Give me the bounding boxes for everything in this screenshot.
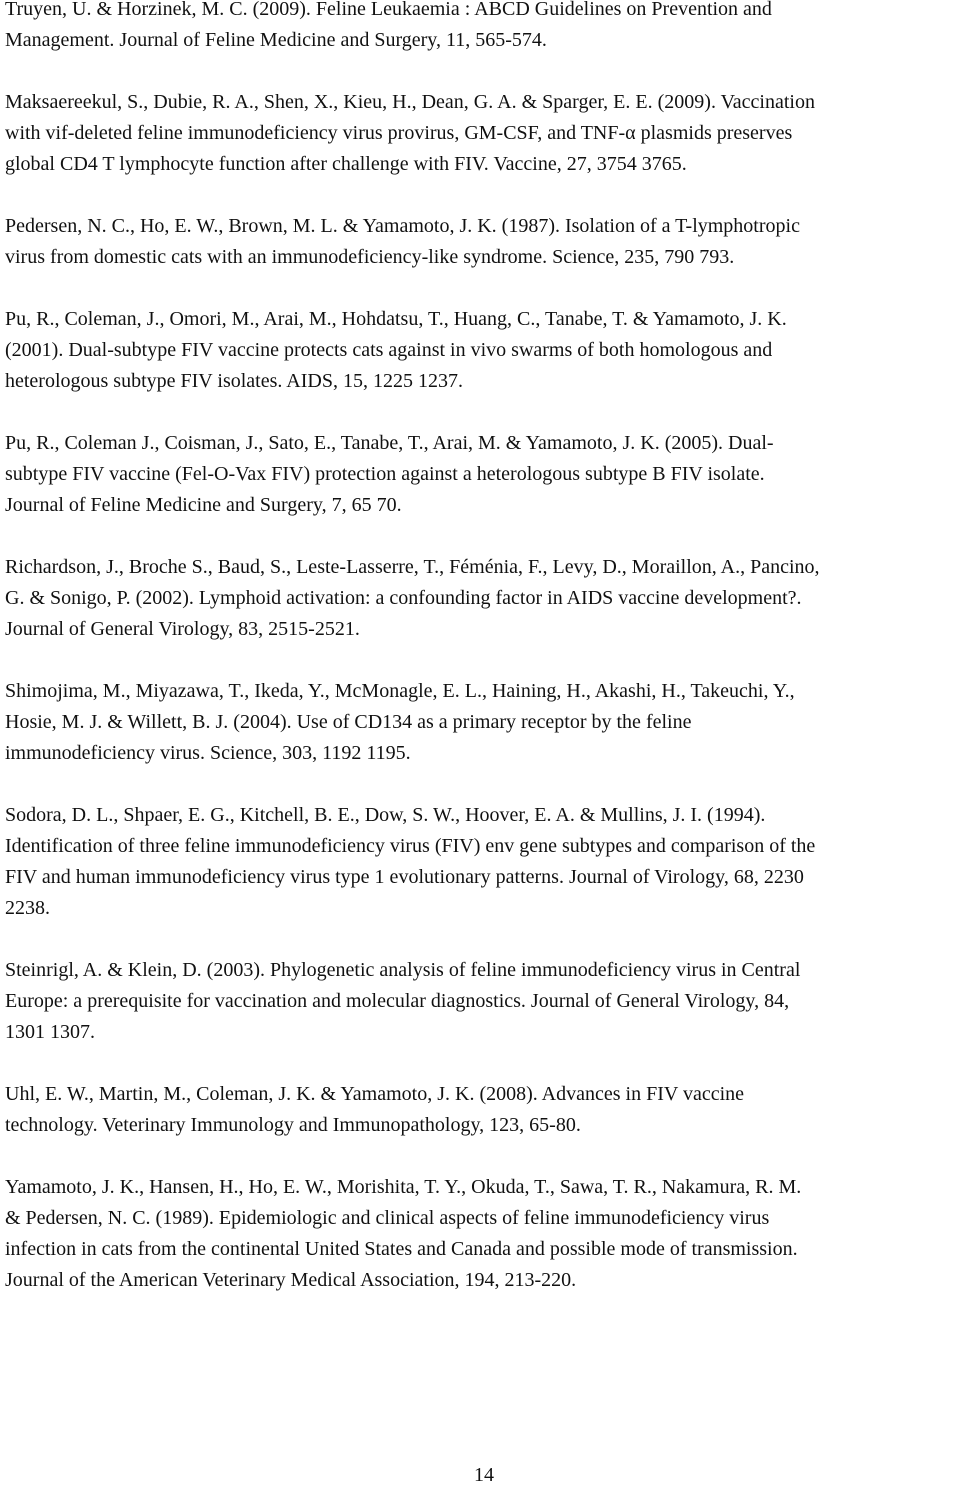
reference-entry xyxy=(5,1079,950,1141)
reference-line: subtype FIV vaccine (Fel-O-Vax FIV) protection against a heterologous subtype B FIV isolate. xyxy=(5,463,765,485)
reference-line: Sodora, D. L., Shpaer, E. G., Kitchell, B. E., Dow, S. W., Hoover, E. A. & Mullins, J. I. (1994). xyxy=(5,804,766,826)
reference-line: immunodeficiency virus. Science, 303, 1192 1195. xyxy=(5,742,411,764)
reference-line: Journal of General Virology, 83, 2515-2521. xyxy=(5,618,360,640)
reference-entry xyxy=(5,552,950,645)
reference-list xyxy=(5,0,950,1327)
reference-line: with vif-deleted feline immunodeficiency virus provirus, GM-CSF, and TNF-α plasmids preserves xyxy=(5,122,793,144)
reference-line: Pu, R., Coleman J., Coisman, J., Sato, E., Tanabe, T., Arai, M. & Yamamoto, J. K. (2005). Dual- xyxy=(5,432,774,454)
reference-line: global CD4 T lymphocyte function after challenge with FIV. Vaccine, 27, 3754 3765. xyxy=(5,153,687,175)
reference-line: Steinrigl, A. & Klein, D. (2003). Phylogenetic analysis of feline immunodeficiency virus in Central xyxy=(5,959,801,981)
reference-line: technology. Veterinary Immunology and Immunopathology, 123, 65-80. xyxy=(5,1114,581,1136)
reference-entry xyxy=(5,800,950,924)
reference-line: Pedersen, N. C., Ho, E. W., Brown, M. L. & Yamamoto, J. K. (1987). Isolation of a T-lymphotropic xyxy=(5,215,800,237)
reference-line: infection in cats from the continental United States and Canada and possible mode of transmission. xyxy=(5,1238,798,1260)
reference-entry xyxy=(5,0,950,56)
reference-line: 2238. xyxy=(5,897,50,919)
page-number: 14 xyxy=(474,1464,494,1486)
reference-line: Hosie, M. J. & Willett, B. J. (2004). Use of CD134 as a primary receptor by the feline xyxy=(5,711,692,733)
reference-line: & Pedersen, N. C. (1989). Epidemiologic and clinical aspects of feline immunodeficiency virus xyxy=(5,1207,770,1229)
reference-line: (2001). Dual-subtype FIV vaccine protects cats against in vivo swarms of both homologous and xyxy=(5,339,773,361)
reference-line: heterologous subtype FIV isolates. AIDS, 15, 1225 1237. xyxy=(5,370,463,392)
reference-line: Identification of three feline immunodeficiency virus (FIV) env gene subtypes and comparison of the xyxy=(5,835,816,857)
reference-line: 1301 1307. xyxy=(5,1021,95,1043)
reference-entry xyxy=(5,676,950,769)
reference-entry xyxy=(5,428,950,521)
reference-entry xyxy=(5,955,950,1048)
reference-line: FIV and human immunodeficiency virus type 1 evolutionary patterns. Journal of Virology, 68, 2230 xyxy=(5,866,804,888)
reference-line: Truyen, U. & Horzinek, M. C. (2009). Feline Leukaemia : ABCD Guidelines on Prevention and xyxy=(5,0,772,20)
reference-entry xyxy=(5,211,950,273)
reference-line: Maksaereekul, S., Dubie, R. A., Shen, X., Kieu, H., Dean, G. A. & Sparger, E. E. (2009). Vaccination xyxy=(5,91,815,113)
reference-entry xyxy=(5,304,950,397)
reference-line: Shimojima, M., Miyazawa, T., Ikeda, Y., McMonagle, E. L., Haining, H., Akashi, H., Takeuchi, Y., xyxy=(5,680,795,702)
reference-line: Pu, R., Coleman, J., Omori, M., Arai, M., Hohdatsu, T., Huang, C., Tanabe, T. & Yamamoto, J. K. xyxy=(5,308,787,330)
reference-line: virus from domestic cats with an immunodeficiency-like syndrome. Science, 235, 790 793. xyxy=(5,246,735,268)
reference-line: Richardson, J., Broche S., Baud, S., Leste-Lasserre, T., Féménia, F., Levy, D., Moraillon, A., Pancino, xyxy=(5,556,820,578)
reference-line: Journal of Feline Medicine and Surgery, 7, 65 70. xyxy=(5,494,402,516)
reference-line: Uhl, E. W., Martin, M., Coleman, J. K. & Yamamoto, J. K. (2008). Advances in FIV vaccine xyxy=(5,1083,745,1105)
reference-line: Management. Journal of Feline Medicine and Surgery, 11, 565-574. xyxy=(5,29,547,51)
reference-line: Yamamoto, J. K., Hansen, H., Ho, E. W., Morishita, T. Y., Okuda, T., Sawa, T. R., Nakamura, R. M. xyxy=(5,1176,802,1198)
reference-entry xyxy=(5,87,950,180)
reference-entry xyxy=(5,1172,950,1296)
reference-line: Journal of the American Veterinary Medical Association, 194, 213-220. xyxy=(5,1269,577,1291)
reference-line: Europe: a prerequisite for vaccination and molecular diagnostics. Journal of General Virology, 84, xyxy=(5,990,790,1012)
reference-line: G. & Sonigo, P. (2002). Lymphoid activation: a confounding factor in AIDS vaccine development?. xyxy=(5,587,802,609)
